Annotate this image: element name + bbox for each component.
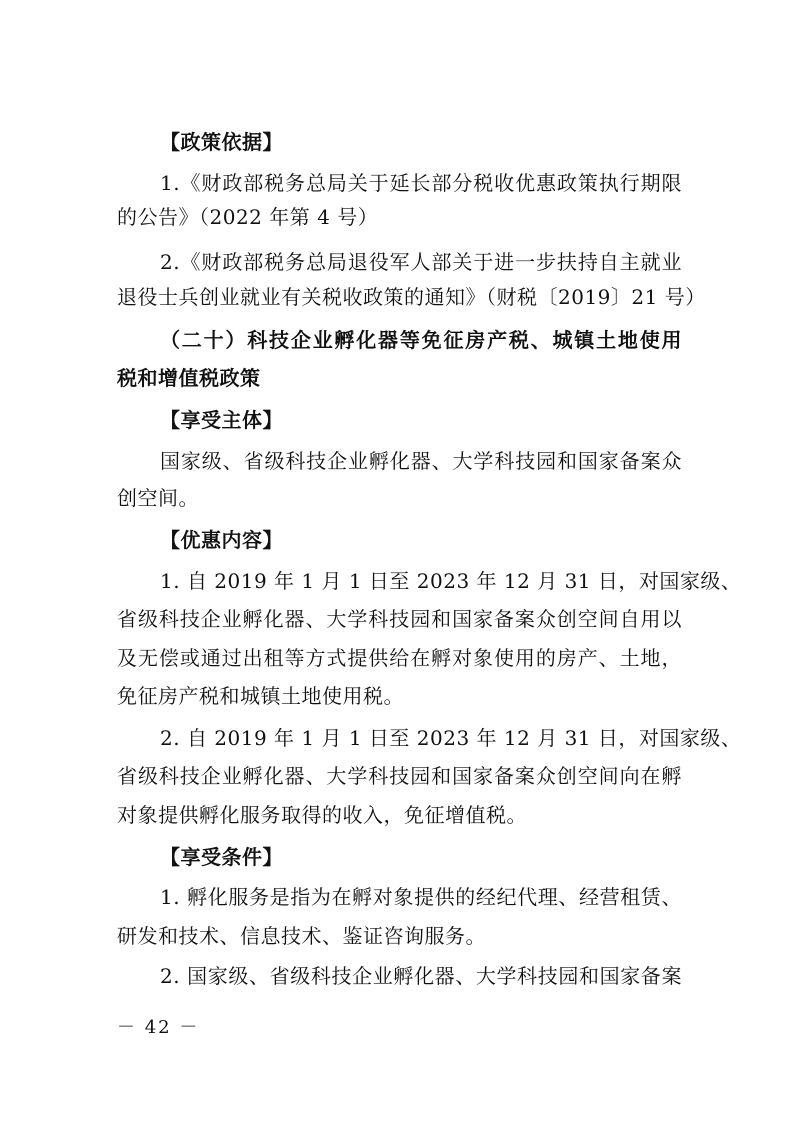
body-line: 1. 孵化服务是指为在孵对象提供的经纪代理、经营租赁、 [160,885,682,909]
body-line: 2. 自 2019 年 1 月 1 日至 2023 年 12 月 31 日，对国家级、 [160,726,742,750]
heading-beneficiary: 【享受主体】 [160,408,283,432]
body-line: 及无偿或通过出租等方式提供给在孵对象使用的房产、土地， [117,646,682,670]
body-line: 退役士兵创业就业有关税收政策的通知》（财税〔2019〕21 号） [117,285,706,309]
body-line: 2.《财政部税务总局退役军人部关于进一步扶持自主就业 [160,250,682,274]
body-line: 研发和技术、信息技术、鉴证咨询服务。 [117,924,486,948]
body-line: 免征房产税和城镇土地使用税。 [117,684,404,708]
body-line: 省级科技企业孵化器、大学科技园和国家备案众创空间自用以 [117,607,682,631]
heading-policy-basis: 【政策依据】 [160,130,283,154]
heading-preferential-content: 【优惠内容】 [160,528,283,552]
heading-conditions: 【享受条件】 [160,845,283,869]
body-line: 1. 自 2019 年 1 月 1 日至 2023 年 12 月 31 日，对国家级、 [160,569,742,593]
body-line: 1.《财政部税务总局关于延长部分税收优惠政策执行期限 [160,171,682,195]
body-line: 国家级、省级科技企业孵化器、大学科技园和国家备案众 [160,449,682,473]
page-number: － 42 － [117,1017,200,1038]
body-line: 2. 国家级、省级科技企业孵化器、大学科技园和国家备案 [160,964,682,988]
body-line: 的公告》（2022 年第 4 号） [117,205,379,229]
body-line: 省级科技企业孵化器、大学科技园和国家备案众创空间向在孵 [117,764,682,788]
section-title-cont: 税和增值税政策 [117,366,261,390]
section-title: （二十）科技企业孵化器等免征房产税、城镇土地使用 [160,328,682,352]
body-line: 创空间。 [117,486,199,510]
body-line: 对象提供孵化服务取得的收入，免征增值税。 [117,803,527,827]
